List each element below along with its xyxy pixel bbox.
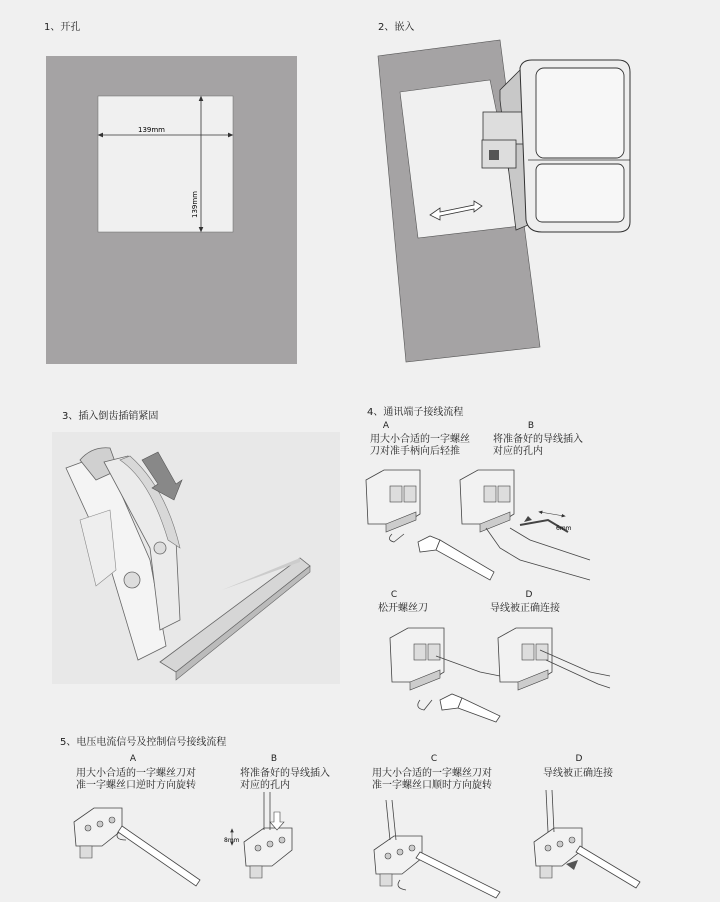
step4-c-line1: 松开螺丝刀	[378, 603, 428, 614]
step4-b-line1: 将准备好的导线插入	[493, 434, 583, 445]
step2-embed	[378, 40, 630, 362]
step4-c-drawing	[390, 628, 500, 722]
step5-d-line1: 导线被正确连接	[543, 768, 613, 779]
step5-b-drawing	[232, 792, 292, 878]
step1-panel	[46, 56, 297, 364]
step5-a-line1: 用大小合适的一字螺丝刀对	[76, 768, 196, 779]
step4-wire-strip-label: 6mm	[556, 525, 572, 532]
step5-d-drawing	[534, 790, 640, 888]
step4-d-line1: 导线被正确连接	[490, 603, 560, 614]
step4-b-letter: B	[527, 421, 535, 431]
step4-title: 4、通讯端子接线流程	[367, 407, 464, 418]
step5-d-letter: D	[575, 754, 583, 764]
width-dimension-label: 139mm	[138, 126, 165, 134]
step2-title: 2、嵌入	[378, 22, 415, 33]
step4-d-letter: D	[525, 590, 533, 600]
step5-wire-strip-label: 8mm	[224, 837, 240, 844]
step1-title: 1、开孔	[44, 22, 81, 33]
step5-c-letter: C	[430, 754, 438, 764]
insert-arrow	[430, 201, 482, 220]
step4-b-line2: 对应的孔内	[493, 446, 543, 457]
step5-b-letter: B	[270, 754, 278, 764]
height-dimension-label: 139mm	[191, 191, 199, 218]
step5-b-line2: 对应的孔内	[240, 780, 290, 791]
step4-a-letter: A	[382, 421, 390, 431]
step5-a-drawing	[74, 808, 200, 886]
step4-a-line1: 用大小合适的一字螺丝	[370, 434, 470, 445]
step5-a-letter: A	[129, 754, 137, 764]
step4-a-line2: 刀对准手柄向后轻推	[370, 446, 460, 457]
step3-pin	[52, 432, 340, 684]
step5-title: 5、电压电流信号及控制信号接线流程	[60, 737, 227, 748]
step5-c-line2: 准一字螺丝口顺时方向旋转	[372, 780, 492, 791]
step5-b-line1: 将准备好的导线插入	[240, 768, 330, 779]
step4-d-drawing	[498, 628, 610, 690]
step5-c-drawing	[374, 800, 500, 898]
step5-a-line2: 准一字螺丝口逆时方向旋转	[76, 780, 196, 791]
step5-c-line1: 用大小合适的一字螺丝刀对	[372, 768, 492, 779]
step4-c-letter: C	[390, 590, 398, 600]
step3-title: 3、插入倒齿插销紧固	[62, 411, 159, 422]
